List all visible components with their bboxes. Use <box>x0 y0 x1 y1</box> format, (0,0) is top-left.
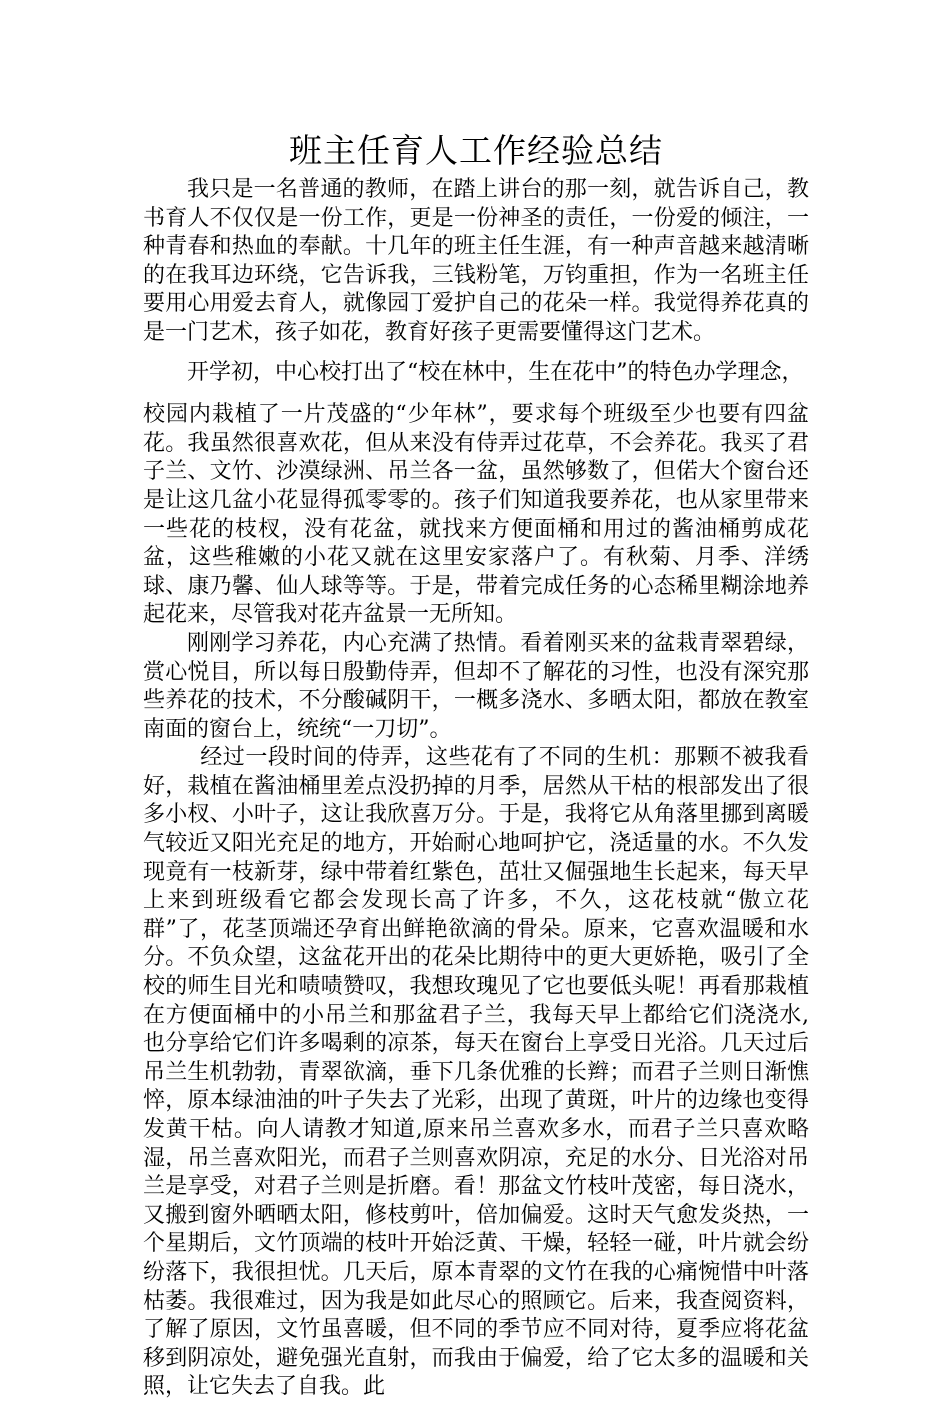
paragraph-young-forest: 校园内栽植了一片茂盛的“少年林”，要求每个班级至少也要有四盆花。我虽然很喜欢花，但从来没有侍弄过花草，不会养花。我买了君子兰、文竹、沙漠绿洲、吊兰各一盆，虽然够数了，但偌大个窗台还是让这几盆小花显得孤零零的。孩子们知道我要养花，也从家里带来一些花的枝杈，没有花盆，就找来方便面桶和用过的酱油桶剪成花盆，这些稚嫩的小花又就在这里安家落户了。有秋菊、月季、洋绣球、康乃馨、仙人球等等。于是，带着完成任务的心态稀里糊涂地养起花来，尽管我对花卉盆景一无所知。 <box>143 402 809 628</box>
paragraph-experience: 经过一段时间的侍弄，这些花有了不同的生机：那颗不被我看好，栽植在酱油桶里差点没扔掉的月季，居然从干枯的根部发出了很多小杈、小叶子，这让我欣喜万分。于是，我将它从角落里挪到离暖气较近又阳光充足的地方，开始耐心地呵护它，浇适量的水。不久发现竟有一枝新芽，绿中带着红紫色，茁壮又倔强地生长起来，每天早上来到班级看它都会发现长高了许多，不久，这花枝就“傲立花群”了，花茎顶端还孕育出鲜艳欲滴的骨朵。原来，它喜欢温暖和水分。不负众望，这盆花开出的花朵比期待中的更大更娇艳，吸引了全校的师生目光和啧啧赞叹，我想玫瑰见了它也要低头呢！再看那栽植在方便面桶中的小吊兰和那盆君子兰，我每天早上都给它们浇浇水,也分享给它们许多喝剩的凉茶，每天在窗台上享受日光浴。几天过后吊兰生机勃勃，青翠欲滴，垂下几条优雅的长辫；而君子兰则日渐憔悴，原本绿油油的叶子失去了光彩，出现了黄斑，叶片的边缘也变得发黄干枯。向人请教才知道,原来吊兰喜欢多水，而君子兰只喜欢略湿，吊兰喜欢阳光，而君子兰则喜欢阴凉，充足的水分、日光浴对吊兰是享受，对君子兰则是折磨。看！那盆文竹枝叶茂密，每日浇水，又搬到窗外晒晒太阳，修枝剪叶，倍加偏爱。这时天气愈发炎热，一个星期后，文竹顶端的枝叶开始泛黄、干燥，轻轻一碰，叶片就会纷纷落下，我很担忧。几天后，原本青翠的文竹在我的心痛惋惜中叶落枯萎。我很难过，因为我是如此尽心的照顾它。后来，我查阅资料，了解了原因，文竹虽喜暖，但不同的季节应不同对待，夏季应将花盆移到阴凉处，避免强光直射，而我由于偏爱，给了它太多的温暖和关照，让它失去了自我。此 <box>143 745 809 1400</box>
paragraph-school-opening: 开学初，中心校打出了“校在林中，生在花中”的特色办学理念， <box>187 359 804 385</box>
document-page <box>143 128 809 1402</box>
paragraph-intro: 我只是一名普通的教师，在踏上讲台的那一刻，就告诉自己，教书育人不仅仅是一份工作，更是一份神圣的责任，一份爱的倾注，一种青春和热血的奉献。十几年的班主任生涯，有一种声音越来越清晰的在我耳边环绕，它告诉我，三钱粉笔，万钧重担，作为一名班主任要用心用爱去育人，就像园丁爱护自己的花朵一样。我觉得养花真的是一门艺术，孩子如花，教育好孩子更需要懂得这门艺术。 <box>143 177 809 345</box>
paragraph-learning: 刚刚学习养花，内心充满了热情。看着刚买来的盆栽青翠碧绿，赏心悦目，所以每日殷勤侍弄，但却不了解花的习性，也没有深究那些养花的技术，不分酸碱阴干，一概多浇水、多晒太阳，都放在教室南面的窗台上，统统“一刀切”。 <box>143 630 809 742</box>
document-title: 班主任育人工作经验总结 <box>289 131 663 170</box>
